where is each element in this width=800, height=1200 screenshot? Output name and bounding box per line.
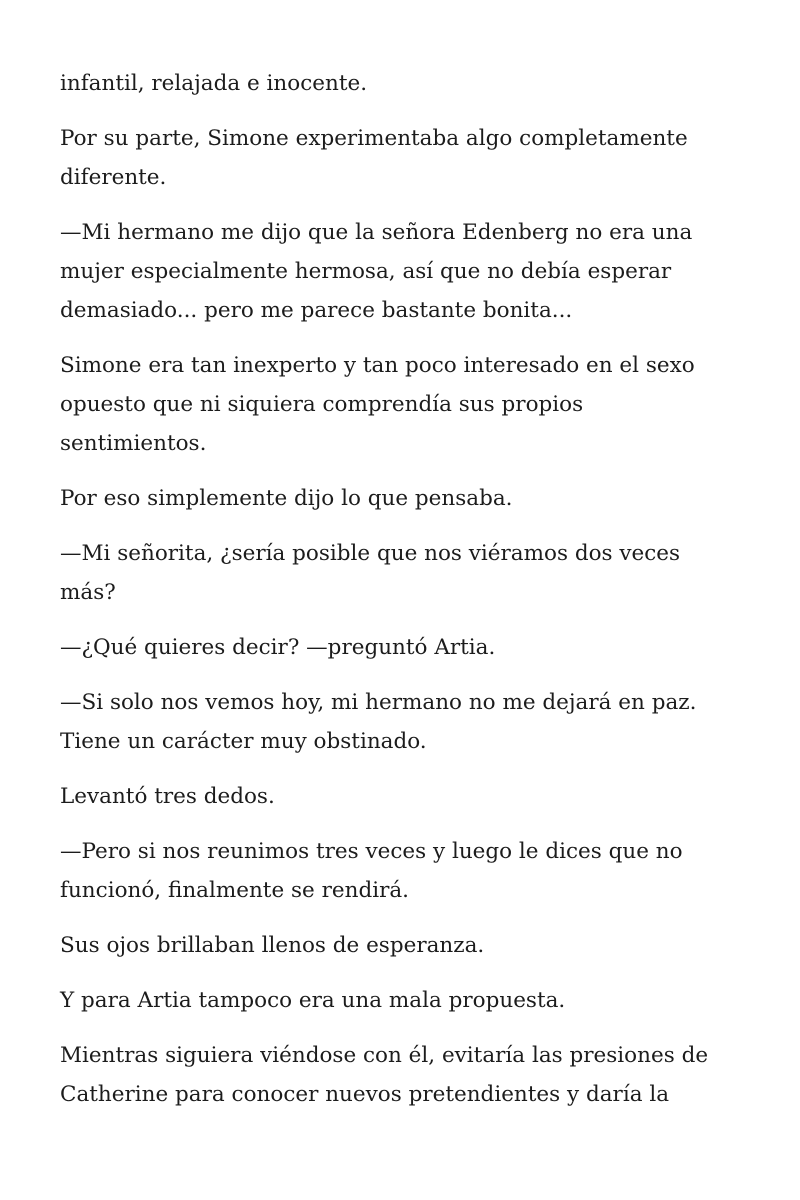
paragraph: Por su parte, Simone experimentaba algo completamente diferente.	[60, 126, 688, 190]
paragraph: —¿Qué quieres decir? —preguntó Artia.	[60, 635, 496, 660]
paragraph: Y para Artia tampoco era una mala propuesta.	[60, 988, 566, 1013]
paragraph: Levantó tres dedos.	[60, 784, 275, 809]
paragraph: —Pero si nos reunimos tres veces y luego le dices que no funcionó, finalmente se rendirá.	[60, 839, 683, 903]
paragraph: —Mi señorita, ¿sería posible que nos viéramos dos veces más?	[60, 541, 681, 605]
paragraph: infantil, relajada e inocente.	[60, 71, 368, 96]
paragraph: —Si solo nos vemos hoy, mi hermano no me dejará en paz. Tiene un carácter muy obstinado.	[60, 690, 697, 754]
paragraph: Por eso simplemente dijo lo que pensaba.	[60, 486, 513, 511]
paragraph: Simone era tan inexperto y tan poco interesado en el sexo opuesto que ni siquiera comprendía sus propios sentimientos.	[60, 353, 695, 456]
paragraph: Sus ojos brillaban llenos de esperanza.	[60, 933, 485, 958]
paragraph: Mientras siguiera viéndose con él, evitaría las presiones de Catherine para conocer nuevos pretendientes y daría la	[60, 1043, 709, 1107]
paragraph: —Mi hermano me dijo que la señora Edenberg no era una mujer especialmente hermosa, así que no debía esperar demasiado... pero me parece bastante bonita...	[60, 220, 693, 323]
